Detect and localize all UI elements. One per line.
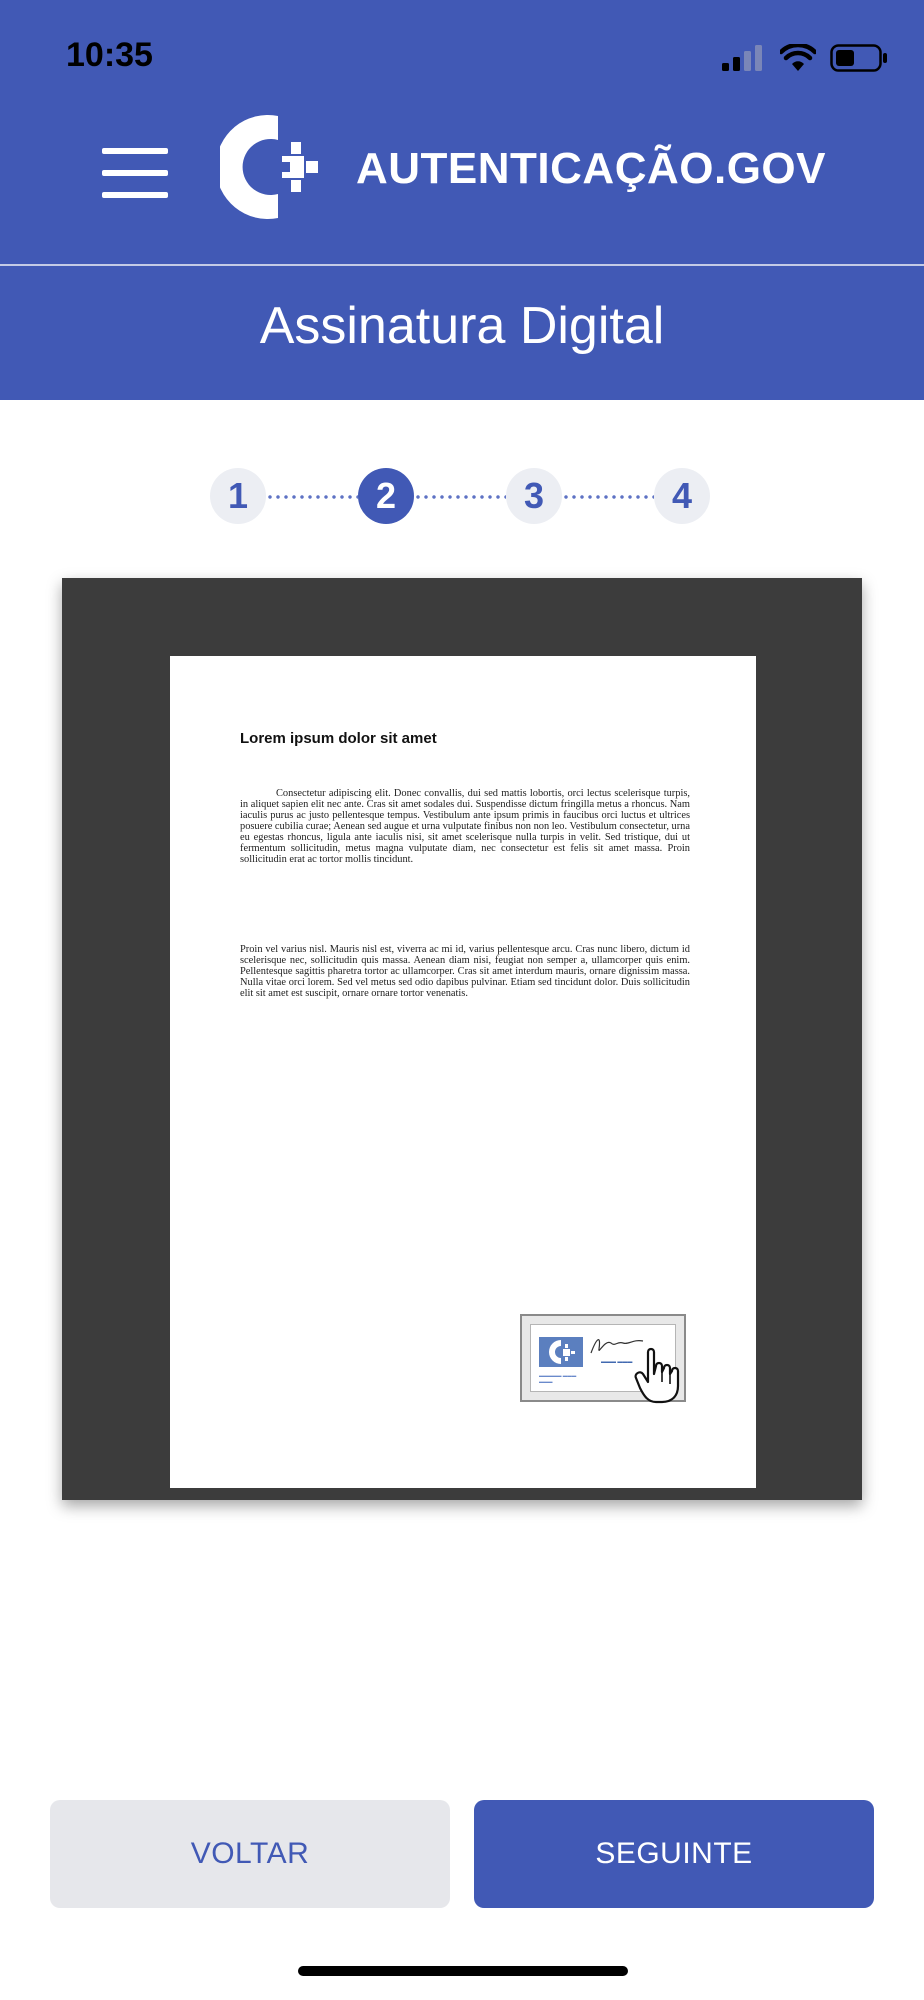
step-1[interactable]: 1 <box>210 468 266 524</box>
app-header <box>0 0 924 400</box>
step-connector <box>562 495 654 499</box>
header-divider <box>0 264 924 266</box>
hand-pointer-icon <box>634 1346 686 1406</box>
step-connector <box>414 495 506 499</box>
nav-row <box>0 110 924 265</box>
document-title: Lorem ipsum dolor sit amet <box>240 730 437 747</box>
hamburger-menu-icon[interactable] <box>96 138 176 208</box>
signature-stamp[interactable] <box>520 1314 686 1402</box>
step-2-active[interactable]: 2 <box>358 468 414 524</box>
signature-logo <box>539 1337 583 1367</box>
next-button[interactable]: SEGUINTE <box>474 1800 874 1908</box>
progress-stepper <box>210 468 714 528</box>
wifi-icon <box>780 44 816 72</box>
page-title: Assinatura Digital <box>259 297 665 355</box>
battery-icon <box>830 44 888 72</box>
signature-name-mark: ▬▬▬ ▬▬▬ <box>601 1359 633 1365</box>
status-time: 10:35 <box>66 36 153 74</box>
signature-details-mark: ▬▬▬▬▬ ▬▬▬ ▬▬▬ <box>539 1373 577 1384</box>
step-connector <box>266 495 358 499</box>
step-3[interactable]: 3 <box>506 468 562 524</box>
document-preview <box>62 578 862 1500</box>
back-button[interactable]: VOLTAR <box>50 1800 450 1908</box>
status-icons <box>722 40 888 76</box>
signal-icon <box>722 45 766 71</box>
status-bar <box>0 0 924 110</box>
brand-name: AUTENTICAÇÃO.GOV <box>356 144 826 193</box>
autenticacao-gov-logo <box>220 112 330 222</box>
home-indicator[interactable] <box>298 1966 628 1976</box>
document-paragraph: Proin vel varius nisl. Mauris nisl est, viverra ac mi id, varius pellentesque arcu. Cras nunc libero, dictum id scelerisque nec, sollicitudin quis massa. Aenean diam nisi, feugiat non semper a, ullamcorper quis enim. Pellentesque sagittis pharetra tortor ac ullamcorper. Cras sit amet interdum mauris, ornare dignissim massa. Nulla vitae orci lorem. Sed vel metus sed odio dapibus pulvinar. Etiam sed tincidunt dolor. Duis sollicitudin elit sit amet est suscipit, ornare ornare tortor venenatis. <box>240 944 690 999</box>
document-page <box>170 656 756 1488</box>
document-paragraph: Consectetur adipiscing elit. Donec convallis, dui sed mattis lobortis, orci lectus scelerisque turpis, in aliquet sapien elit nec ante. Cras sit amet sodales dui. Suspendisse dictum fringilla metus a rhoncus. Nam iaculis purus ac justo pellentesque tempus. Vestibulum ante ipsum primis in faucibus orci luctus et ultrices posuere cubilia curae; Aenean sed augue et urna vulputate finibus non non leo. Vestibulum consectetur, urna eu egestas rhoncus, ligula ante iaculis nisi, sit amet scelerisque nulla turpis in velit. Sed tristique, dui ut fermentum sollicitudin, metus magna vulputate diam, nec consectetur est felis sit amet massa. Proin sollicitudin erat ac tortor mollis tincidunt. <box>240 788 690 865</box>
step-4[interactable]: 4 <box>654 468 710 524</box>
